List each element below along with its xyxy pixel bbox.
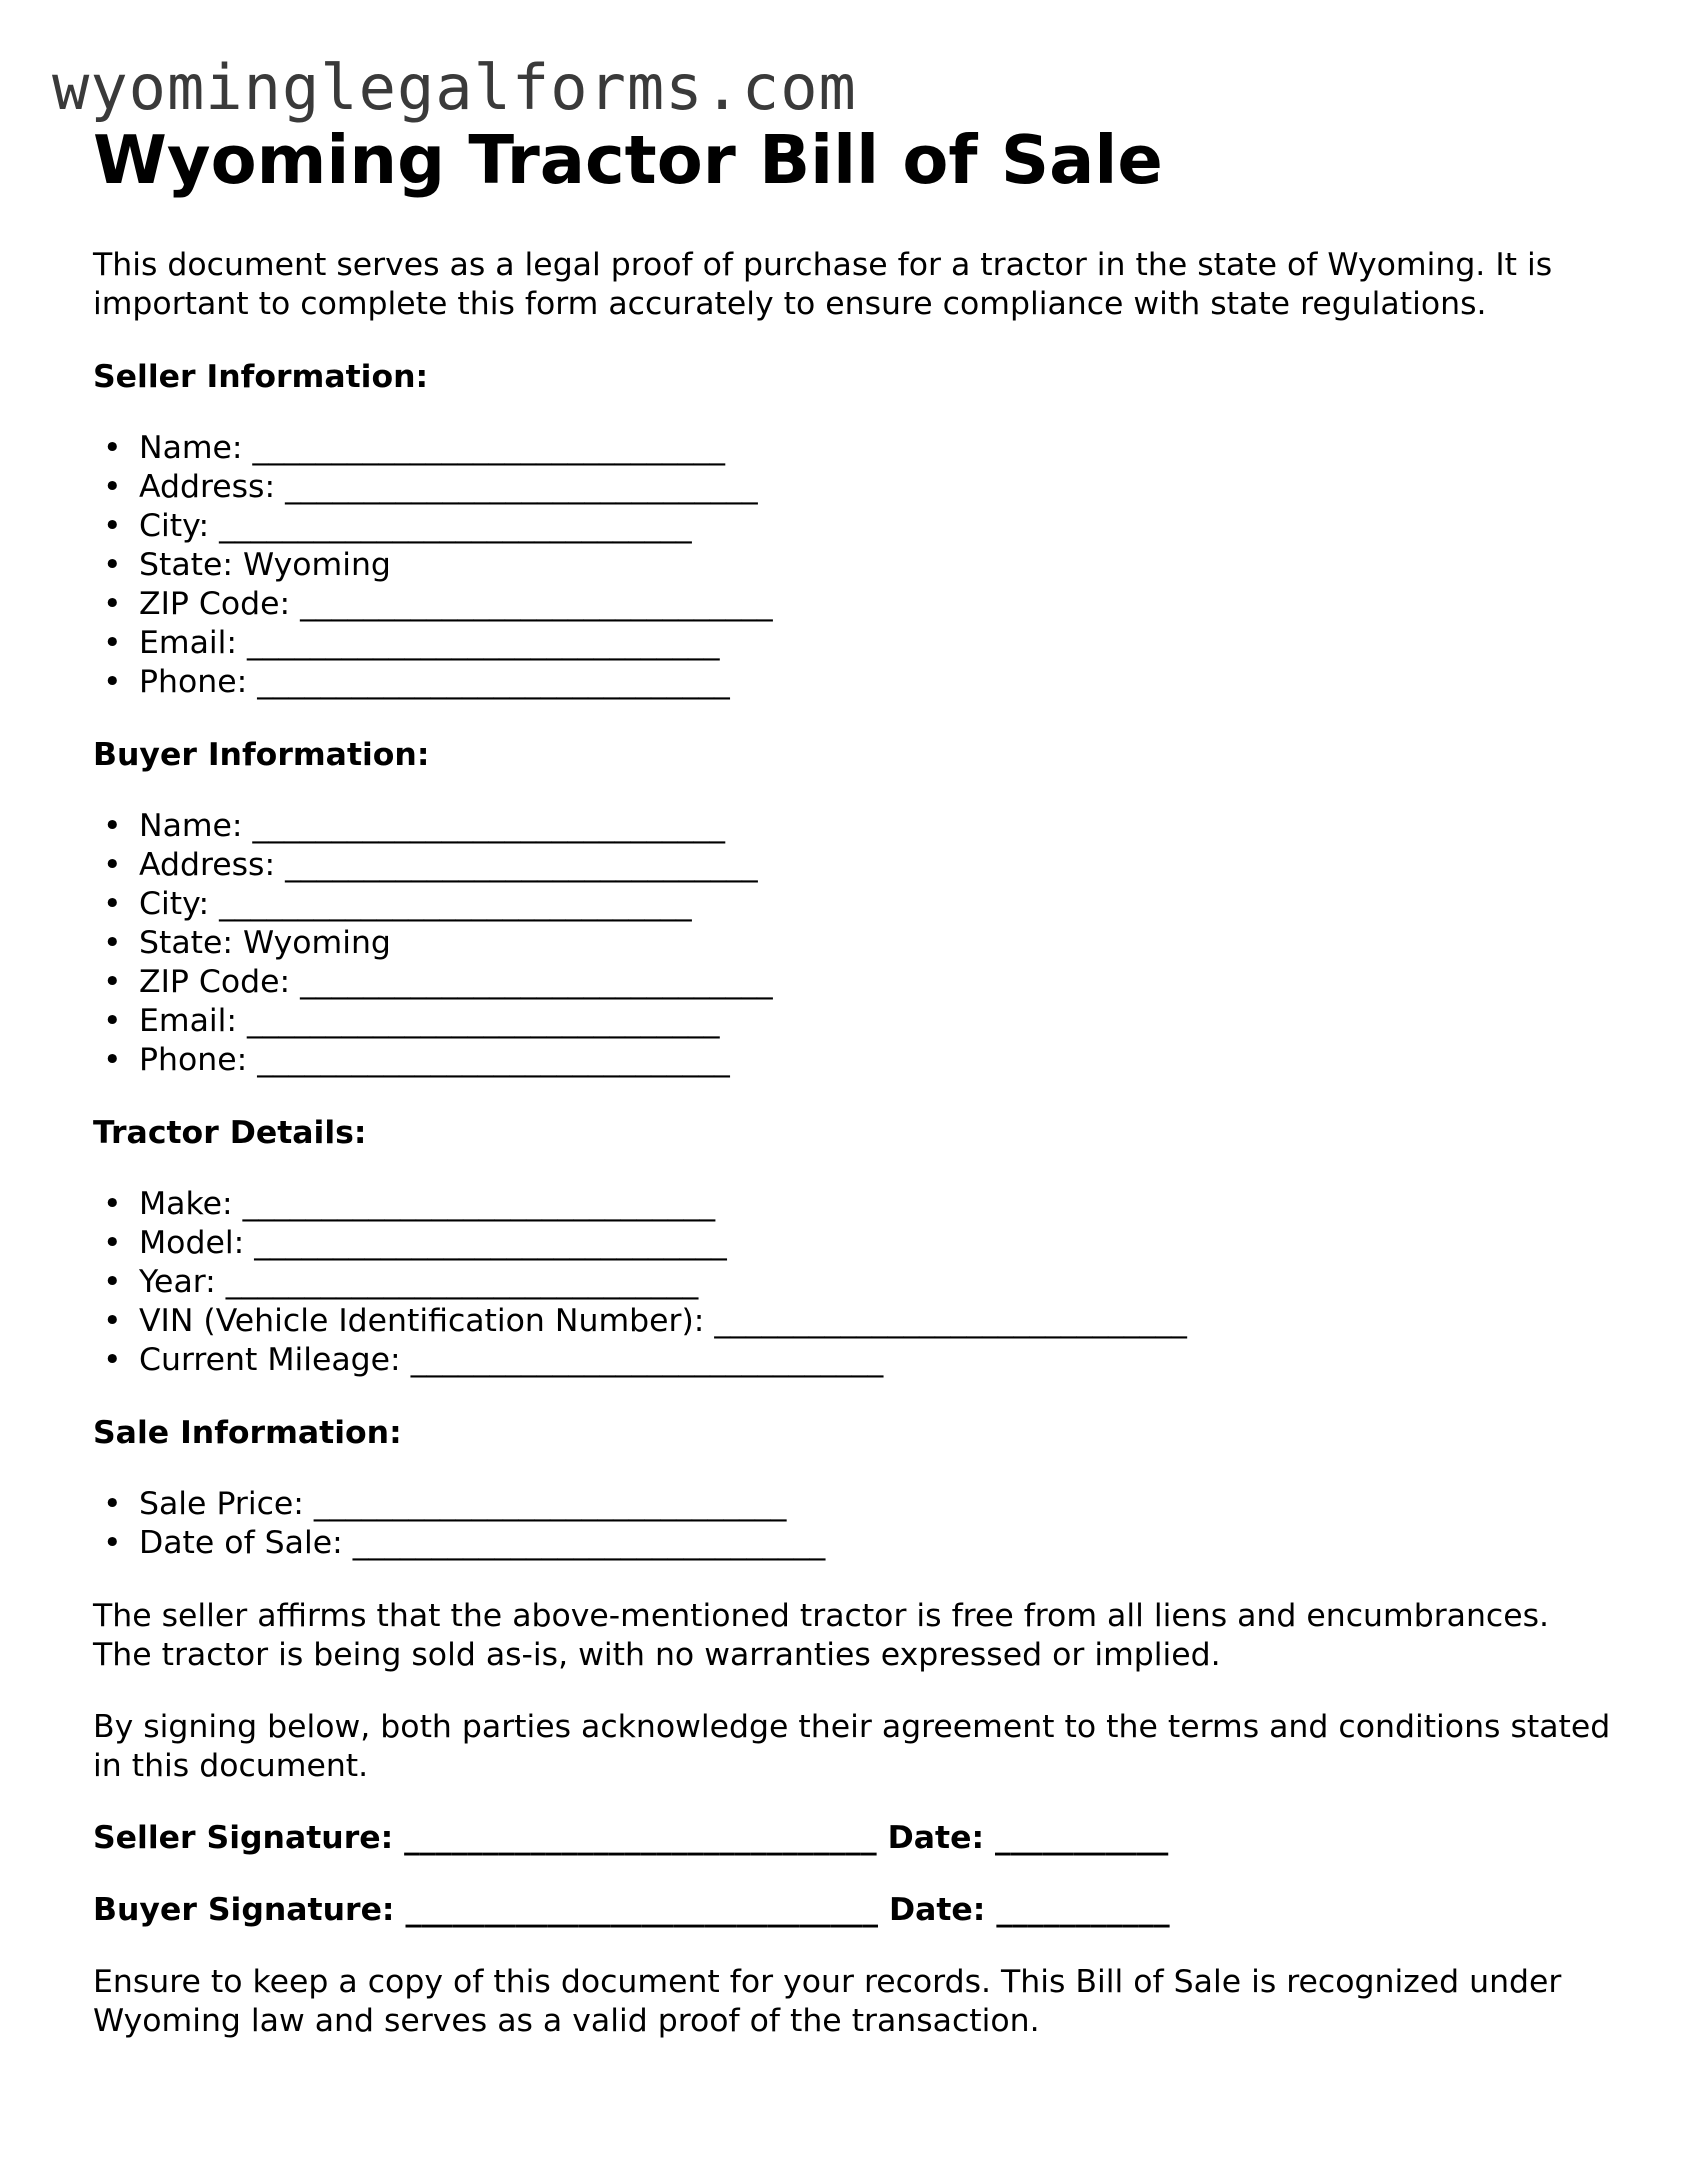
tractor-model-field[interactable]: • Model: ______________________________ xyxy=(103,1225,727,1261)
site-watermark: wyominglegalforms.com xyxy=(52,51,857,124)
buyer-signature-line[interactable]: Buyer Signature: ______________________________ Date: ___________ xyxy=(93,1892,1170,1928)
tractor-make-field[interactable]: • Make: ______________________________ xyxy=(103,1186,716,1222)
seller-address-field[interactable]: • Address: ______________________________ xyxy=(103,469,758,505)
intro-paragraph: This document serves as a legal proof of purchase for a tractor in the state of Wyoming. It is important to complete this form accurately to ensure compliance with state regulations. xyxy=(93,247,1553,322)
sale-field-list xyxy=(93,1485,1613,1563)
buyer-address-field[interactable]: • Address: ______________________________ xyxy=(103,847,758,883)
seller-signature-line[interactable]: Seller Signature: ______________________________ Date: ___________ xyxy=(93,1820,1169,1856)
buyer-city-field[interactable]: • City: ______________________________ xyxy=(103,886,692,922)
tractor-section-heading: Tractor Details: xyxy=(93,1115,367,1151)
tractor-mileage-field[interactable]: • Current Mileage: ______________________________ xyxy=(103,1342,884,1378)
seller-city-field[interactable]: • City: ______________________________ xyxy=(103,508,692,544)
seller-field-list xyxy=(93,429,1613,702)
buyer-email-field[interactable]: • Email: ______________________________ xyxy=(103,1003,720,1039)
sale-date-field[interactable]: • Date of Sale: ______________________________ xyxy=(103,1525,826,1561)
seller-zip-field[interactable]: • ZIP Code: ______________________________ xyxy=(103,586,773,622)
buyer-section-heading: Buyer Information: xyxy=(93,737,430,773)
buyer-phone-field[interactable]: • Phone: ______________________________ xyxy=(103,1042,730,1078)
tractor-vin-field[interactable]: • VIN (Vehicle Identification Number): ______________________________ xyxy=(103,1303,1187,1339)
sale-price-field[interactable]: • Sale Price: ______________________________ xyxy=(103,1486,787,1522)
document-page xyxy=(93,118,1613,2041)
buyer-field-list xyxy=(93,807,1613,1080)
document-title: Wyoming Tractor Bill of Sale xyxy=(93,121,1163,199)
tractor-year-field[interactable]: • Year: ______________________________ xyxy=(103,1264,699,1300)
tractor-field-list xyxy=(93,1185,1613,1380)
seller-name-field[interactable]: • Name: ______________________________ xyxy=(103,430,726,466)
sale-section-heading: Sale Information: xyxy=(93,1415,402,1451)
acknowledgement-paragraph: By signing below, both parties acknowledge their agreement to the terms and conditions stated in this document. xyxy=(93,1709,1611,1784)
buyer-state-field: • State: Wyoming xyxy=(103,925,391,961)
closing-paragraph: Ensure to keep a copy of this document for your records. This Bill of Sale is recognized under Wyoming law and serves as a valid proof of the transaction. xyxy=(93,1964,1562,2039)
seller-section-heading: Seller Information: xyxy=(93,359,429,395)
seller-state-field: • State: Wyoming xyxy=(103,547,391,583)
seller-phone-field[interactable]: • Phone: ______________________________ xyxy=(103,664,730,700)
affirmation-paragraph: The seller affirms that the above-mentioned tractor is free from all liens and encumbrances. The tractor is being sold as-is, with no warranties expressed or implied. xyxy=(93,1598,1550,1673)
buyer-zip-field[interactable]: • ZIP Code: ______________________________ xyxy=(103,964,773,1000)
buyer-name-field[interactable]: • Name: ______________________________ xyxy=(103,808,726,844)
seller-email-field[interactable]: • Email: ______________________________ xyxy=(103,625,720,661)
